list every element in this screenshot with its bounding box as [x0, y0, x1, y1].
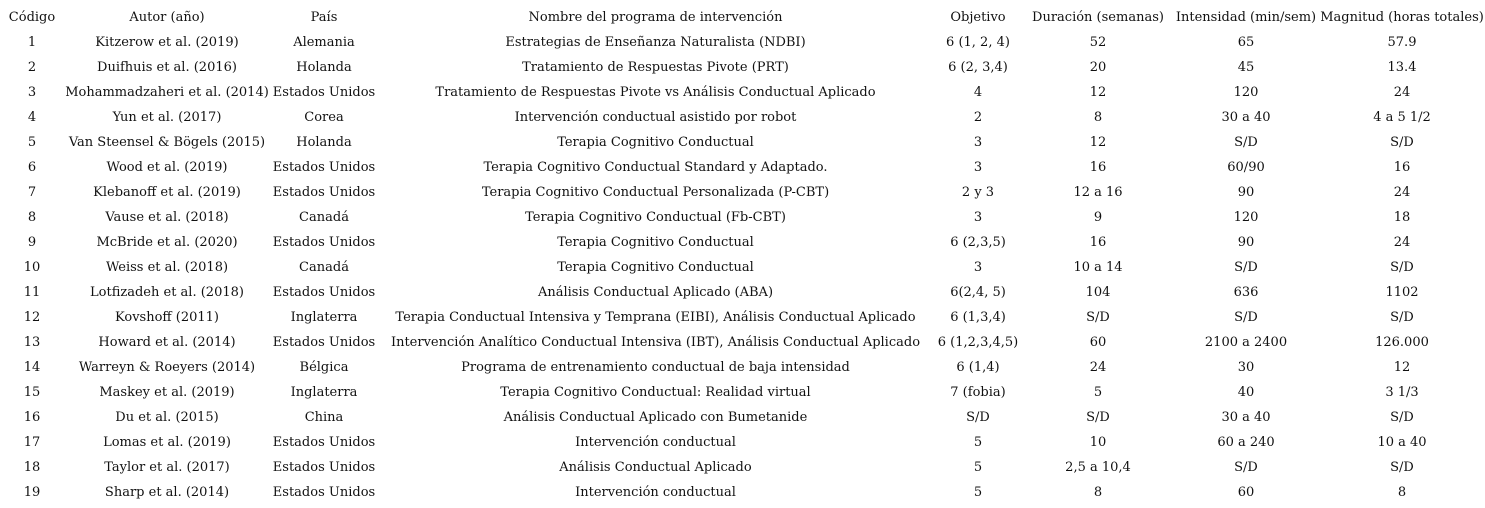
cell-intensidad: 90 [1237, 185, 1255, 200]
intervention-table-container [0, 5, 1485, 505]
cell-codigo: 11 [23, 285, 41, 300]
cell-codigo: 4 [27, 110, 37, 125]
cell-objetivo: 5 [973, 435, 983, 450]
table-row [0, 405, 1485, 430]
table-row [0, 130, 1485, 155]
cell-pais: Holanda [296, 135, 352, 150]
cell-duracion: S/D [1086, 310, 1110, 325]
cell-pais: Canadá [299, 260, 349, 275]
cell-programa: Programa de entrenamiento conductual de baja intensidad [461, 360, 850, 375]
cell-magnitud: S/D [1390, 310, 1414, 325]
header-pais: País [310, 10, 338, 25]
header-magnitud: Magnitud (horas totales) [1320, 10, 1484, 25]
cell-codigo: 2 [27, 60, 37, 75]
cell-intensidad: 45 [1237, 60, 1255, 75]
cell-objetivo: 6 (1,3,4) [950, 310, 1006, 325]
cell-codigo: 6 [27, 160, 37, 175]
cell-magnitud: 1102 [1385, 285, 1419, 300]
header-programa: Nombre del programa de intervención [528, 10, 783, 25]
header-autor: Autor (año) [129, 10, 205, 25]
cell-duracion: 52 [1089, 35, 1107, 50]
table-row [0, 230, 1485, 255]
cell-intensidad: 90 [1237, 235, 1255, 250]
cell-magnitud: 24 [1393, 185, 1411, 200]
cell-intensidad: 30 a 40 [1221, 410, 1271, 425]
cell-intensidad: 30 a 40 [1221, 110, 1271, 125]
cell-duracion: 24 [1089, 360, 1107, 375]
cell-pais: China [304, 410, 344, 425]
cell-magnitud: S/D [1390, 135, 1414, 150]
cell-pais: Alemania [293, 35, 355, 50]
cell-codigo: 17 [23, 435, 41, 450]
cell-duracion: 8 [1093, 110, 1103, 125]
table-row [0, 380, 1485, 405]
cell-autor: Howard et al. (2014) [98, 335, 236, 350]
cell-autor: Lomas et al. (2019) [103, 435, 231, 450]
table-row [0, 205, 1485, 230]
cell-objetivo: 6 (2,3,5) [950, 235, 1006, 250]
table-row [0, 180, 1485, 205]
cell-pais: Inglaterra [290, 385, 358, 400]
table-row [0, 280, 1485, 305]
cell-codigo: 7 [27, 185, 37, 200]
cell-intensidad: 636 [1233, 285, 1259, 300]
cell-objetivo: 3 [973, 160, 983, 175]
cell-objetivo: 7 (fobia) [950, 385, 1006, 400]
table-body [0, 30, 1485, 505]
cell-programa: Terapia Cognitivo Conductual [557, 135, 754, 150]
cell-magnitud: 13.4 [1387, 60, 1417, 75]
cell-programa: Análisis Conductual Aplicado con Bumetanide [503, 410, 808, 425]
cell-duracion: S/D [1086, 410, 1110, 425]
cell-objetivo: 3 [973, 135, 983, 150]
cell-programa: Tratamiento de Respuestas Pivote (PRT) [522, 60, 789, 75]
cell-duracion: 8 [1093, 485, 1103, 500]
cell-codigo: 18 [23, 460, 41, 475]
cell-codigo: 8 [27, 210, 37, 225]
cell-programa: Análisis Conductual Aplicado (ABA) [537, 285, 774, 300]
cell-pais: Estados Unidos [272, 335, 376, 350]
cell-programa: Terapia Cognitivo Conductual Personalizada (P-CBT) [481, 185, 830, 200]
cell-intensidad: S/D [1234, 260, 1258, 275]
cell-pais: Estados Unidos [272, 160, 376, 175]
cell-programa: Estrategias de Enseñanza Naturalista (NDBI) [505, 35, 806, 50]
cell-duracion: 2,5 a 10,4 [1065, 460, 1131, 475]
cell-codigo: 3 [27, 85, 37, 100]
cell-magnitud: S/D [1390, 460, 1414, 475]
cell-magnitud: 24 [1393, 85, 1411, 100]
table-row [0, 430, 1485, 455]
cell-codigo: 16 [23, 410, 41, 425]
cell-objetivo: S/D [966, 410, 990, 425]
cell-codigo: 5 [27, 135, 37, 150]
cell-duracion: 104 [1085, 285, 1111, 300]
cell-objetivo: 2 [973, 110, 983, 125]
cell-intensidad: 30 [1237, 360, 1255, 375]
cell-intensidad: 60/90 [1227, 160, 1265, 175]
cell-autor: Duifhuis et al. (2016) [97, 60, 237, 75]
cell-programa: Tratamiento de Respuestas Pivote vs Análisis Conductual Aplicado [435, 85, 876, 100]
cell-objetivo: 5 [973, 460, 983, 475]
cell-programa: Terapia Cognitivo Conductual (Fb-CBT) [525, 210, 786, 225]
cell-objetivo: 3 [973, 210, 983, 225]
cell-objetivo: 6(2,4, 5) [950, 285, 1006, 300]
cell-duracion: 16 [1089, 235, 1107, 250]
cell-intensidad: S/D [1234, 460, 1258, 475]
cell-programa: Intervención Analítico Conductual Intensiva (IBT), Análisis Conductual Aplicado [390, 335, 921, 350]
cell-duracion: 16 [1089, 160, 1107, 175]
cell-objetivo: 6 (1, 2, 4) [946, 35, 1010, 50]
table-row [0, 355, 1485, 380]
cell-intensidad: 2100 a 2400 [1204, 335, 1288, 350]
cell-autor: Du et al. (2015) [115, 410, 219, 425]
header-objetivo: Objetivo [950, 10, 1006, 25]
cell-duracion: 60 [1089, 335, 1107, 350]
cell-pais: Holanda [296, 60, 352, 75]
cell-autor: Mohammadzaheri et al. (2014) [65, 85, 269, 100]
cell-programa: Intervención conductual [575, 435, 736, 450]
cell-magnitud: 24 [1393, 235, 1411, 250]
cell-autor: Kitzerow et al. (2019) [95, 35, 239, 50]
table-row [0, 455, 1485, 480]
cell-magnitud: S/D [1390, 260, 1414, 275]
cell-autor: Van Steensel & Bögels (2015) [68, 135, 266, 150]
table-row [0, 55, 1485, 80]
cell-codigo: 14 [23, 360, 41, 375]
cell-autor: Yun et al. (2017) [112, 110, 222, 125]
cell-magnitud: 126.000 [1375, 335, 1429, 350]
cell-pais: Estados Unidos [272, 485, 376, 500]
cell-magnitud: 16 [1393, 160, 1411, 175]
cell-duracion: 10 [1089, 435, 1107, 450]
cell-pais: Bélgica [299, 360, 349, 375]
cell-intensidad: 40 [1237, 385, 1255, 400]
table-row [0, 105, 1485, 130]
cell-duracion: 12 [1089, 135, 1107, 150]
cell-intensidad: S/D [1234, 135, 1258, 150]
cell-magnitud: 8 [1397, 485, 1407, 500]
cell-programa: Terapia Conductual Intensiva y Temprana (EIBI), Análisis Conductual Aplicado [395, 310, 916, 325]
cell-codigo: 9 [27, 235, 37, 250]
cell-pais: Canadá [299, 210, 349, 225]
cell-duracion: 20 [1089, 60, 1107, 75]
cell-codigo: 12 [23, 310, 41, 325]
cell-pais: Estados Unidos [272, 285, 376, 300]
cell-intensidad: 60 [1237, 485, 1255, 500]
table-row [0, 330, 1485, 355]
cell-objetivo: 4 [973, 85, 983, 100]
cell-pais: Estados Unidos [272, 435, 376, 450]
cell-objetivo: 3 [973, 260, 983, 275]
cell-intensidad: S/D [1234, 310, 1258, 325]
cell-codigo: 15 [23, 385, 41, 400]
cell-autor: Warreyn & Roeyers (2014) [78, 360, 256, 375]
cell-autor: Weiss et al. (2018) [105, 260, 229, 275]
cell-objetivo: 6 (2, 3,4) [948, 60, 1008, 75]
table-row [0, 305, 1485, 330]
cell-autor: Lotfizadeh et al. (2018) [90, 285, 244, 300]
cell-autor: Klebanoff et al. (2019) [93, 185, 241, 200]
cell-programa: Terapia Cognitivo Conductual: Realidad virtual [500, 385, 811, 400]
cell-autor: McBride et al. (2020) [96, 235, 238, 250]
cell-programa: Terapia Cognitivo Conductual [557, 260, 754, 275]
cell-duracion: 12 a 16 [1073, 185, 1123, 200]
cell-pais: Inglaterra [290, 310, 358, 325]
cell-magnitud: S/D [1390, 410, 1414, 425]
cell-programa: Análisis Conductual Aplicado [559, 460, 752, 475]
cell-magnitud: 3 1/3 [1385, 385, 1419, 400]
intervention-table [0, 5, 1485, 505]
cell-objetivo: 5 [973, 485, 983, 500]
cell-intensidad: 65 [1237, 35, 1255, 50]
table-row [0, 155, 1485, 180]
cell-objetivo: 2 y 3 [961, 185, 995, 200]
cell-intensidad: 120 [1233, 85, 1259, 100]
cell-codigo: 10 [23, 260, 41, 275]
cell-codigo: 13 [23, 335, 41, 350]
cell-objetivo: 6 (1,4) [956, 360, 1000, 375]
cell-magnitud: 18 [1393, 210, 1411, 225]
table-header-row [0, 5, 1485, 30]
cell-pais: Estados Unidos [272, 185, 376, 200]
cell-programa: Terapia Cognitivo Conductual Standard y Adaptado. [483, 160, 828, 175]
cell-autor: Vause et al. (2018) [105, 210, 229, 225]
cell-programa: Intervención conductual asistido por robot [514, 110, 797, 125]
table-row [0, 480, 1485, 505]
header-codigo: Código [8, 10, 56, 25]
cell-autor: Wood et al. (2019) [106, 160, 228, 175]
cell-autor: Maskey et al. (2019) [99, 385, 235, 400]
cell-autor: Sharp et al. (2014) [104, 485, 230, 500]
table-row [0, 80, 1485, 105]
cell-duracion: 10 a 14 [1073, 260, 1123, 275]
cell-programa: Terapia Cognitivo Conductual [557, 235, 754, 250]
header-intensidad: Intensidad (min/sem) [1175, 10, 1317, 25]
cell-intensidad: 60 a 240 [1217, 435, 1275, 450]
cell-duracion: 9 [1093, 210, 1103, 225]
table-row [0, 255, 1485, 280]
cell-magnitud: 57.9 [1387, 35, 1417, 50]
header-duracion: Duración (semanas) [1032, 10, 1164, 25]
cell-autor: Taylor et al. (2017) [104, 460, 230, 475]
table-row [0, 30, 1485, 55]
cell-pais: Estados Unidos [272, 235, 376, 250]
cell-magnitud: 10 a 40 [1377, 435, 1427, 450]
cell-intensidad: 120 [1233, 210, 1259, 225]
cell-objetivo: 6 (1,2,3,4,5) [937, 335, 1019, 350]
cell-duracion: 5 [1093, 385, 1103, 400]
cell-autor: Kovshoff (2011) [115, 310, 219, 325]
cell-programa: Intervención conductual [575, 485, 736, 500]
cell-pais: Estados Unidos [272, 460, 376, 475]
cell-codigo: 1 [27, 35, 37, 50]
cell-codigo: 19 [23, 485, 41, 500]
cell-duracion: 12 [1089, 85, 1107, 100]
cell-pais: Corea [304, 110, 344, 125]
cell-magnitud: 4 a 5 1/2 [1373, 110, 1431, 125]
cell-magnitud: 12 [1393, 360, 1411, 375]
cell-pais: Estados Unidos [272, 85, 376, 100]
